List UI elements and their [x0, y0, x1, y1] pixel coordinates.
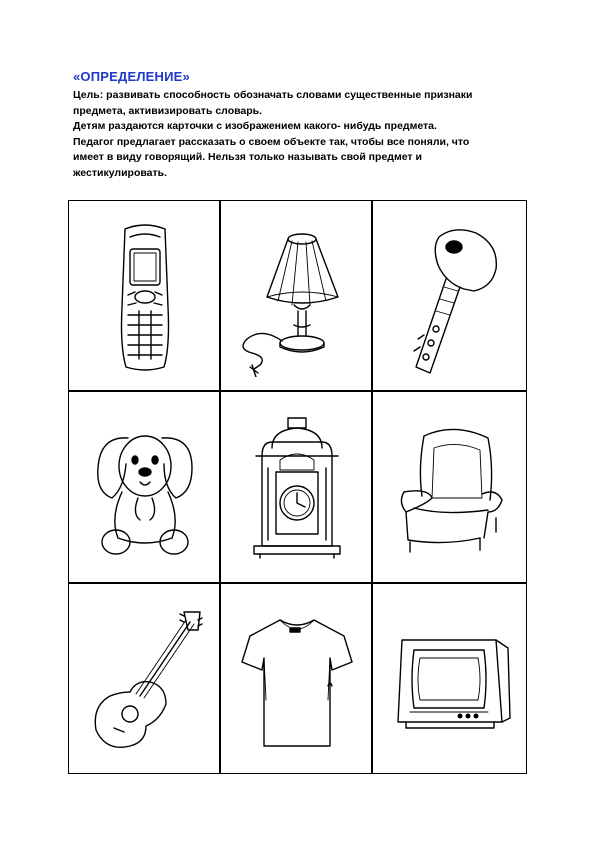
goal-text: Цель: развивать способность обозначать словами существенные признаки предмета, активизировать словарь.: [73, 89, 473, 117]
card-key[interactable]: [373, 201, 525, 392]
description: [73, 88, 493, 181]
t-shirt-icon: [232, 600, 362, 760]
instruction-text: Педагог предлагает рассказать о своем объекте так, чтобы все поняли, что имеет в виду говорящий. Нельзя только называть свой предмет и жестикулировать.: [73, 135, 470, 179]
tv-icon: [384, 600, 514, 760]
card-tv[interactable]: [373, 584, 525, 775]
card-tshirt[interactable]: [221, 584, 373, 775]
picture-grid: [68, 200, 527, 774]
table-lamp-icon: [232, 217, 362, 377]
guitar-icon: [80, 600, 210, 760]
mobile-phone-icon: [80, 217, 210, 377]
page-title: «ОПРЕДЕЛЕНИЕ»: [73, 69, 190, 84]
key-icon: [384, 217, 514, 377]
plush-dog-icon: [80, 408, 210, 568]
armchair-icon: [384, 408, 514, 568]
card-lamp[interactable]: [221, 201, 373, 392]
card-guitar[interactable]: [69, 584, 221, 775]
card-clock[interactable]: [221, 392, 373, 583]
mantel-clock-icon: [232, 408, 362, 568]
card-phone[interactable]: [69, 201, 221, 392]
card-dog[interactable]: [69, 392, 221, 583]
cards-text: Детям раздаются карточки с изображением какого- нибудь предмета.: [73, 120, 437, 132]
card-armchair[interactable]: [373, 392, 525, 583]
